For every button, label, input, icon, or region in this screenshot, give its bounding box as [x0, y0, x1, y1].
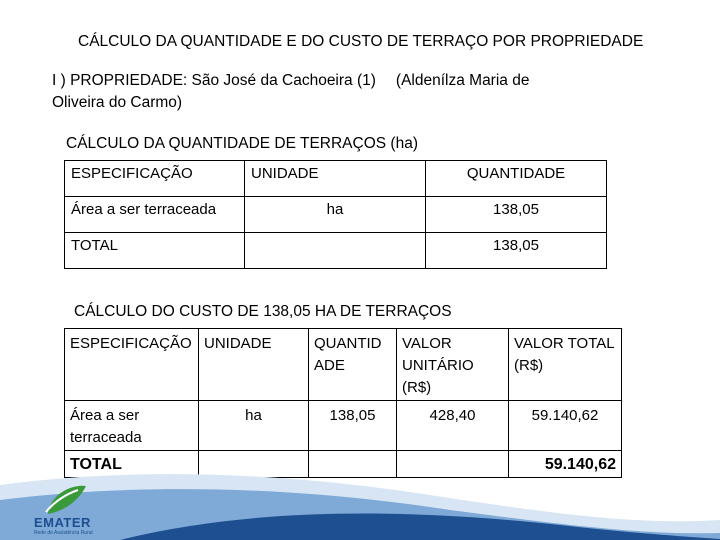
header-cell: QUANTID ADE — [309, 329, 397, 401]
header-cell: UNIDADE — [245, 161, 426, 197]
table-cell: Área a ser terraceada — [65, 197, 245, 233]
footer-swoosh — [0, 455, 720, 540]
property-prefix: I ) PROPRIEDADE: — [52, 72, 188, 89]
property-owner-part1: (Aldenílza Maria de — [395, 72, 530, 89]
table-cell: ha — [199, 401, 309, 451]
property-owner-part2: Oliveira do Carmo) — [52, 94, 183, 111]
section1-heading: CÁLCULO DA QUANTIDADE DE TERRAÇOS (ha) — [66, 135, 418, 152]
table-row — [65, 401, 622, 451]
property-name: São José da Cachoeira (1) — [191, 72, 376, 89]
header-cell: UNIDADE — [199, 329, 309, 401]
table-row — [65, 197, 607, 233]
table-header-row — [65, 329, 622, 401]
table-cell: ha — [245, 197, 426, 233]
table-cell — [245, 233, 426, 269]
table-cell: 59.140,62 — [509, 401, 622, 451]
logo-subtext: Rede de Assistência Rural — [34, 530, 93, 536]
logo-text: EMATER — [34, 515, 91, 530]
quantity-table — [64, 160, 607, 269]
table-cell: 428,40 — [397, 401, 509, 451]
table-cell: 138,05 — [309, 401, 397, 451]
table-cell: 59.140,62 — [509, 451, 622, 478]
table-cell: 138,05 — [426, 197, 607, 233]
table-header-row — [65, 161, 607, 197]
header-cell: QUANTIDADE — [426, 161, 607, 197]
table-cell: TOTAL — [65, 233, 245, 269]
table-cell: Área a ser terraceada — [65, 401, 199, 451]
table-cell: TOTAL — [65, 451, 199, 478]
table-total-row — [65, 233, 607, 269]
page-title: CÁLCULO DA QUANTIDADE E DO CUSTO DE TERRAÇO POR PROPRIEDADE — [78, 33, 644, 50]
header-cell: VALOR TOTAL (R$) — [509, 329, 622, 401]
header-cell: ESPECIFICAÇÃO — [65, 161, 245, 197]
section2-heading: CÁLCULO DO CUSTO DE 138,05 HA DE TERRAÇOS — [74, 303, 452, 320]
table-cell: 138,05 — [426, 233, 607, 269]
header-cell: ESPECIFICAÇÃO — [65, 329, 199, 401]
header-cell: VALOR UNITÁRIO (R$) — [397, 329, 509, 401]
property-info — [52, 70, 612, 114]
